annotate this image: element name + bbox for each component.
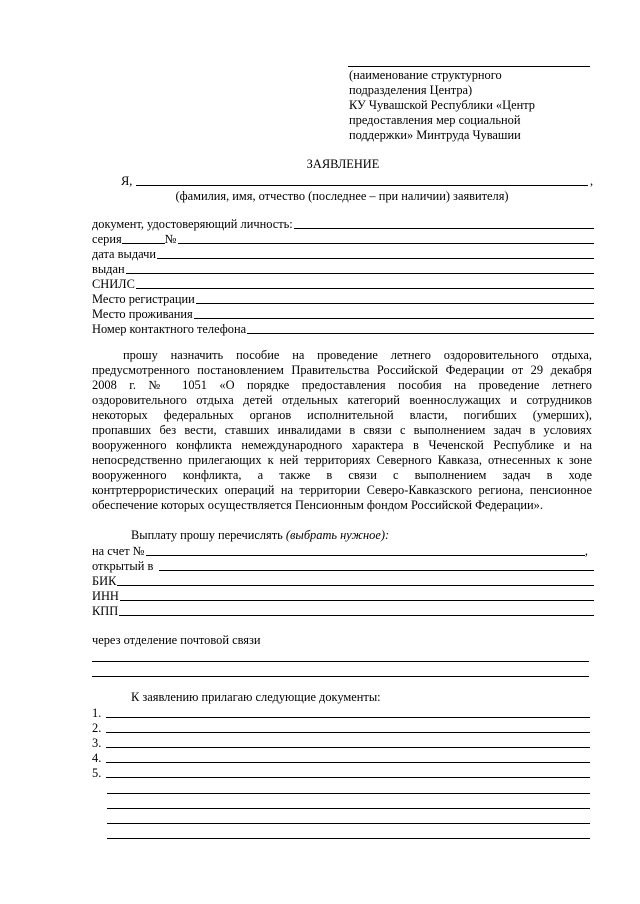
registration-field[interactable]: [92, 292, 594, 307]
post-office-line-1[interactable]: [92, 661, 589, 662]
request-line-11: обеспечение которых осуществляется Пенсионным фондом Российской Федерации».: [92, 498, 543, 512]
issued-by-field[interactable]: [92, 262, 594, 277]
recipient-line-4: предоставления мер социальной: [349, 113, 521, 127]
request-line-3: 2008 г. № 1051 «О порядке предоставления пособия на проведение летнего: [92, 378, 592, 392]
document-line[interactable]: [294, 228, 594, 229]
attachment-number-2: 2.: [92, 721, 102, 735]
attachment-extra-line-2[interactable]: [107, 808, 590, 809]
account-line[interactable]: [146, 555, 585, 556]
request-line-5: некоторых федеральных органов исполнительной власти, погибших (умерших),: [92, 408, 592, 422]
applicant-suffix: ,: [590, 174, 594, 188]
document-label: документ, удостоверяющий личность:: [92, 217, 293, 231]
snils-label: СНИЛС: [92, 277, 135, 291]
series-line[interactable]: [122, 243, 165, 244]
registration-label: Место регистрации: [92, 292, 195, 306]
kpp-line[interactable]: [119, 615, 594, 616]
registration-line[interactable]: [196, 303, 594, 304]
post-office-line-2[interactable]: [92, 676, 589, 677]
issued-by-label: выдан: [92, 262, 125, 276]
issue-date-label: дата выдачи: [92, 247, 156, 261]
payment-intro-note: (выбрать нужное):: [285, 528, 390, 542]
document-field[interactable]: [92, 217, 594, 232]
attachment-item-2[interactable]: [92, 721, 594, 736]
request-line-6: пропавших без вести, ставших инвалидами в связи с выполнением задач в условиях: [92, 423, 592, 437]
request-line-8: непосредственно прилегающих к ней территориях Северного Кавказа, отнесенных к зоне: [92, 453, 592, 467]
attachment-number-3: 3.: [92, 736, 102, 750]
request-line-2: предусмотренного постановлением Правительства Российской Федерации от 29 декабря: [92, 363, 592, 377]
inn-field[interactable]: [92, 589, 594, 604]
number-line[interactable]: [178, 243, 594, 244]
attachment-item-5[interactable]: [92, 766, 594, 781]
attachment-line-1[interactable]: [106, 717, 590, 718]
attachment-extra-line-4[interactable]: [107, 838, 590, 839]
bik-field[interactable]: [92, 574, 594, 589]
applicant-caption: (фамилия, имя, отчество (последнее – при наличии) заявителя): [175, 189, 509, 203]
bik-line[interactable]: [117, 585, 594, 586]
page-title: ЗАЯВЛЕНИЕ: [306, 157, 380, 171]
kpp-label: КПП: [92, 604, 119, 618]
attachment-extra-line-3[interactable]: [107, 823, 590, 824]
payment-intro: [131, 528, 389, 543]
attachment-item-1[interactable]: [92, 706, 594, 721]
account-suffix: ,: [584, 544, 588, 558]
attachment-number-5: 5.: [92, 766, 102, 780]
applicant-name-line[interactable]: [136, 185, 588, 186]
attachment-item-3[interactable]: [92, 736, 594, 751]
opened-in-label: открытый в: [92, 559, 154, 573]
attachment-line-5[interactable]: [106, 777, 590, 778]
attachments-intro: К заявлению прилагаю следующие документы:: [131, 690, 381, 704]
attachment-extra-line-1[interactable]: [107, 793, 590, 794]
attachment-line-3[interactable]: [106, 747, 590, 748]
attachment-line-2[interactable]: [106, 732, 590, 733]
residence-label: Место проживания: [92, 307, 193, 321]
account-label: на счет №: [92, 544, 145, 558]
kpp-field[interactable]: [92, 604, 594, 619]
residence-line[interactable]: [194, 318, 594, 319]
attachment-number-1: 1.: [92, 706, 102, 720]
opened-in-line[interactable]: [159, 570, 594, 571]
post-office-label: через отделение почтовой связи: [92, 633, 261, 647]
recipient-line-3: КУ Чувашской Республики «Центр: [349, 98, 535, 112]
bik-label: БИК: [92, 574, 117, 588]
snils-field[interactable]: [92, 277, 594, 292]
recipient-line-2: подразделения Центра): [349, 83, 473, 97]
opened-in-field[interactable]: [92, 559, 594, 574]
issue-date-field[interactable]: [92, 247, 594, 262]
payment-intro-text: Выплату прошу перечислять: [131, 528, 283, 542]
request-line-10: контртеррористических операций на территории Северо-Кавказского региона, пенсионное: [92, 483, 592, 497]
account-field[interactable]: [92, 544, 588, 559]
request-line-4: оздоровительного отдыха детей отдельных категорий военнослужащих и сотрудников: [92, 393, 592, 407]
recipient-line-1: (наименование структурного: [349, 68, 502, 82]
number-label: №: [164, 232, 177, 246]
series-number-field[interactable]: [92, 232, 594, 247]
attachment-line-4[interactable]: [106, 762, 590, 763]
phone-label: Номер контактного телефона: [92, 322, 247, 336]
recipient-line-5: поддержки» Минтруда Чувашии: [349, 128, 521, 142]
request-line-1: прошу назначить пособие на проведение летнего оздоровительного отдыха,: [123, 348, 592, 362]
request-line-9: вооруженного конфликта, а также в связи с выполнением задач в ходе: [92, 468, 592, 482]
request-line-7: вооруженного конфликта немеждународного характера в Чеченской Республике и на: [92, 438, 592, 452]
residence-field[interactable]: [92, 307, 594, 322]
phone-line[interactable]: [247, 333, 594, 334]
phone-field[interactable]: [92, 322, 594, 337]
issued-by-line[interactable]: [126, 273, 594, 274]
snils-line[interactable]: [136, 288, 594, 289]
inn-label: ИНН: [92, 589, 119, 603]
series-label: серия: [92, 232, 122, 246]
applicant-prefix: Я,: [121, 174, 133, 188]
issue-date-line[interactable]: [157, 258, 594, 259]
attachment-number-4: 4.: [92, 751, 102, 765]
inn-line[interactable]: [120, 600, 594, 601]
recipient-top-line: [348, 66, 590, 67]
attachment-item-4[interactable]: [92, 751, 594, 766]
